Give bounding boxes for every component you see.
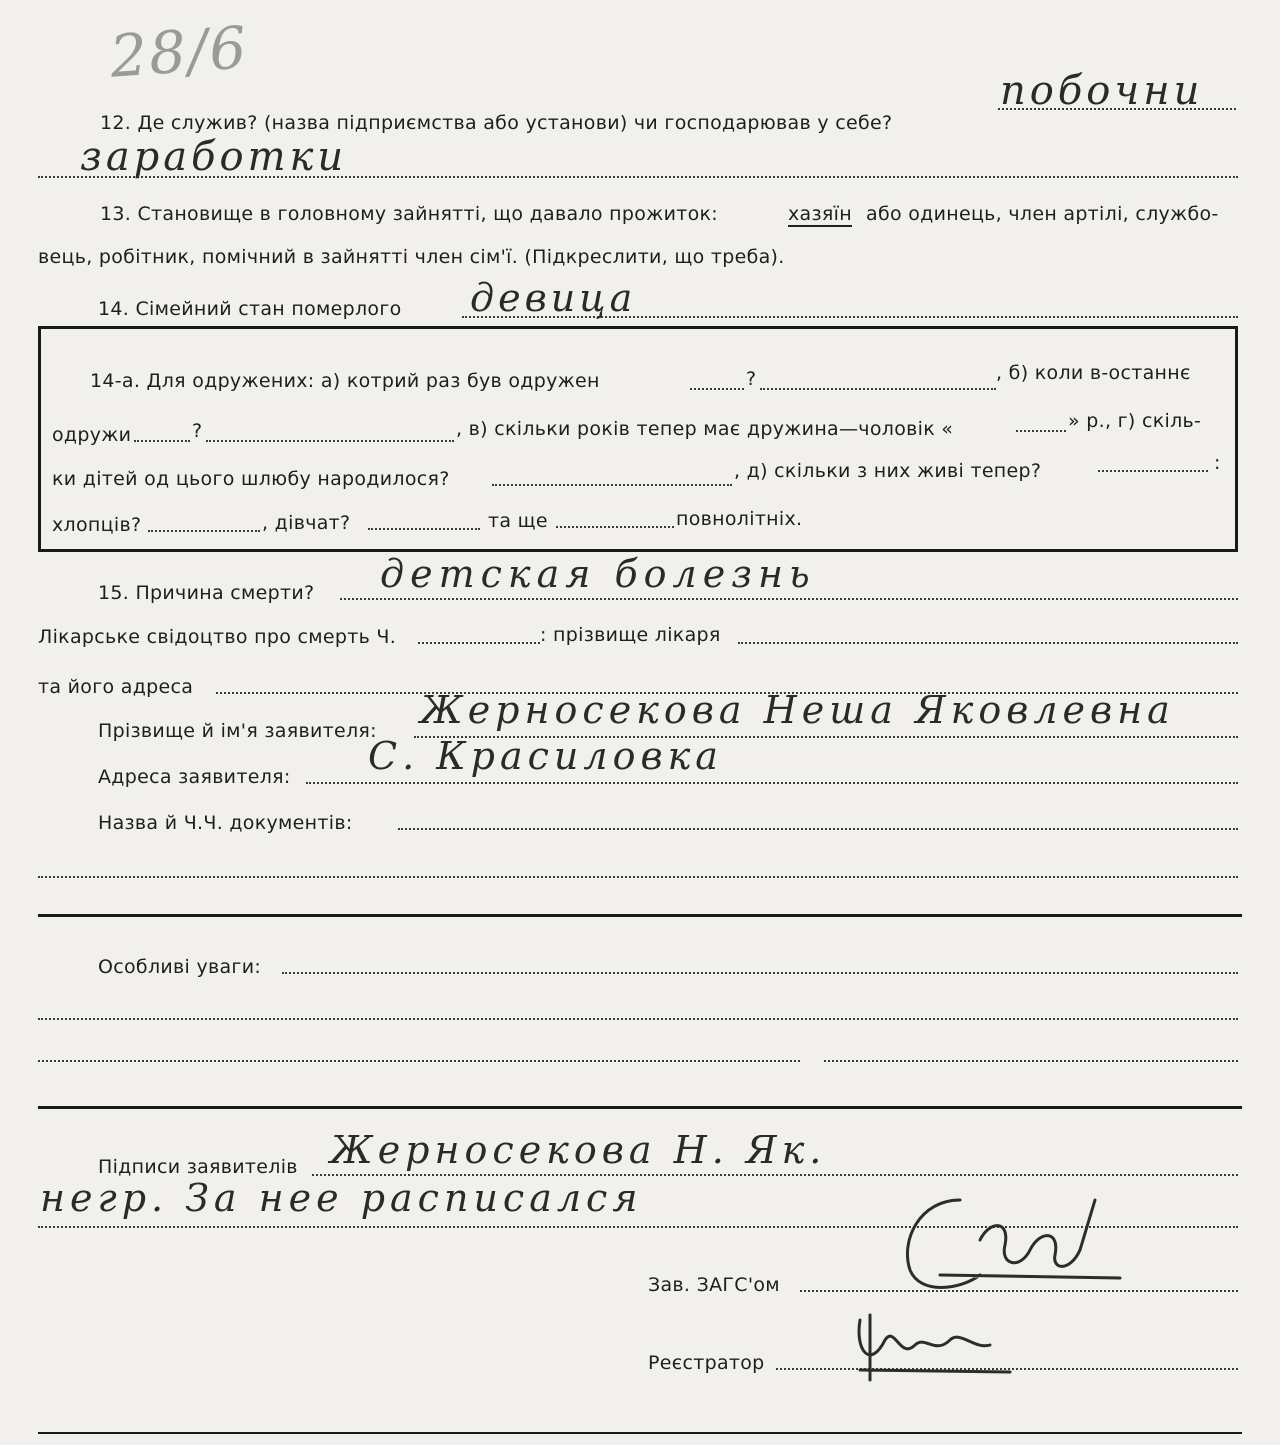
q14a-line4-b: , дівчат? [262, 512, 351, 534]
q14-label: 14. Сімейний стан померлого [98, 298, 402, 320]
q15-answer: детская болезнь [380, 552, 816, 596]
q14a-line3-c: : [1214, 452, 1221, 474]
q14a-line1-q: ? [746, 368, 757, 390]
q14a-dots-2c [1016, 430, 1066, 432]
head-label: Зав. ЗАГС'ом [648, 1274, 780, 1296]
applicant-address-answer: С. Красиловка [368, 734, 723, 778]
q14a-dots-4c [556, 526, 674, 528]
q14a-line1-b: , б) коли в-останнє [996, 362, 1191, 384]
q14a-line4-a: хлопців? [52, 514, 142, 536]
q14a-line2-a: одружи [52, 424, 132, 446]
q12-label: 12. Де служив? (назва підприємства або установи) чи господарював у себе? [100, 112, 893, 134]
q14a-line2-q: ? [192, 420, 203, 442]
q14a-line2-c: » р., г) скіль- [1068, 410, 1202, 432]
q12-answer-line1: побочни [1000, 68, 1204, 114]
signatures-line1-text: Жерносекова Н. Як. [330, 1128, 827, 1172]
applicant-name-label: Прізвище й ім'я заявителя: [98, 720, 377, 742]
signatures-label: Підписи заявителів [98, 1156, 298, 1178]
remarks-line3b [824, 1060, 1238, 1062]
docs-extra-line [38, 876, 1238, 878]
q14a-dots-4a [148, 530, 260, 532]
doctor-address-label: та його адреса [38, 676, 194, 698]
q14a-dots-3b [1098, 470, 1208, 472]
q15-line [340, 598, 1238, 600]
q12-answer-line2: заработки [80, 134, 348, 180]
q14a-line4-c: та ще [488, 510, 548, 532]
q13-line2: вець, робітник, помічний в зайнятті член сім'ї. (Підкреслити, що треба). [38, 246, 785, 268]
q14a-dots-1b [760, 388, 996, 390]
doctor-name-dots [738, 642, 1238, 644]
q14a-line1-text: 14-а. Для одружених: а) котрий раз був одружен [90, 370, 600, 392]
registrar-signature [840, 1300, 1020, 1390]
section-divider-2 [38, 1106, 1242, 1109]
applicant-docs-label: Назва й Ч.Ч. документів: [98, 812, 353, 834]
remarks-line1 [282, 972, 1238, 974]
head-signature [880, 1180, 1160, 1320]
q14a-line2-b: , в) скільки років тепер має дружина—чоловік « [456, 418, 954, 440]
applicant-address-label: Адреса заявителя: [98, 766, 291, 788]
q14a-line4-d: повнолітніх. [676, 508, 803, 530]
q14a-line3-a: ки дітей од цього шлюбу народилося? [52, 468, 450, 490]
remarks-line2 [38, 1018, 1238, 1020]
q13-label-after: або одинець, член артілі, службо- [866, 203, 1219, 225]
q13-label-before: 13. Становище в головному зайнятті, що давало прожиток: [100, 203, 718, 225]
registrar-label: Реєстратор [648, 1352, 765, 1374]
q14a-dots-2b [206, 440, 454, 442]
bottom-divider [38, 1432, 1242, 1434]
remarks-line3a [38, 1060, 800, 1062]
q14-answer: девица [470, 276, 637, 320]
doctor-certificate-label: Лікарське свідоцтво про смерть Ч. [38, 626, 397, 648]
corner-number: 28/6 [107, 13, 251, 91]
applicant-name-answer: Жерносекова Неша Яковлевна [420, 688, 1175, 732]
q14a-dots-3a [492, 484, 732, 486]
q14a-dots-4b [368, 528, 480, 530]
applicant-address-dots [306, 782, 1238, 784]
q14a-dots-2a [134, 440, 190, 442]
applicant-docs-dots [398, 828, 1238, 830]
q14a-dots-1a [690, 388, 744, 390]
section-divider-1 [38, 914, 1242, 917]
remarks-label: Особливі уваги: [98, 956, 262, 978]
q15-label: 15. Причина смерти? [98, 582, 315, 604]
doctor-name-label: : прізвище лікаря [540, 624, 721, 646]
q13-underlined-option: хазяїн [788, 203, 852, 225]
signatures-line2-text: негр. За нее расписался [40, 1176, 643, 1220]
q14a-line3-b: , д) скільки з них живі тепер? [734, 460, 1042, 482]
doctor-cert-dots [418, 642, 540, 644]
